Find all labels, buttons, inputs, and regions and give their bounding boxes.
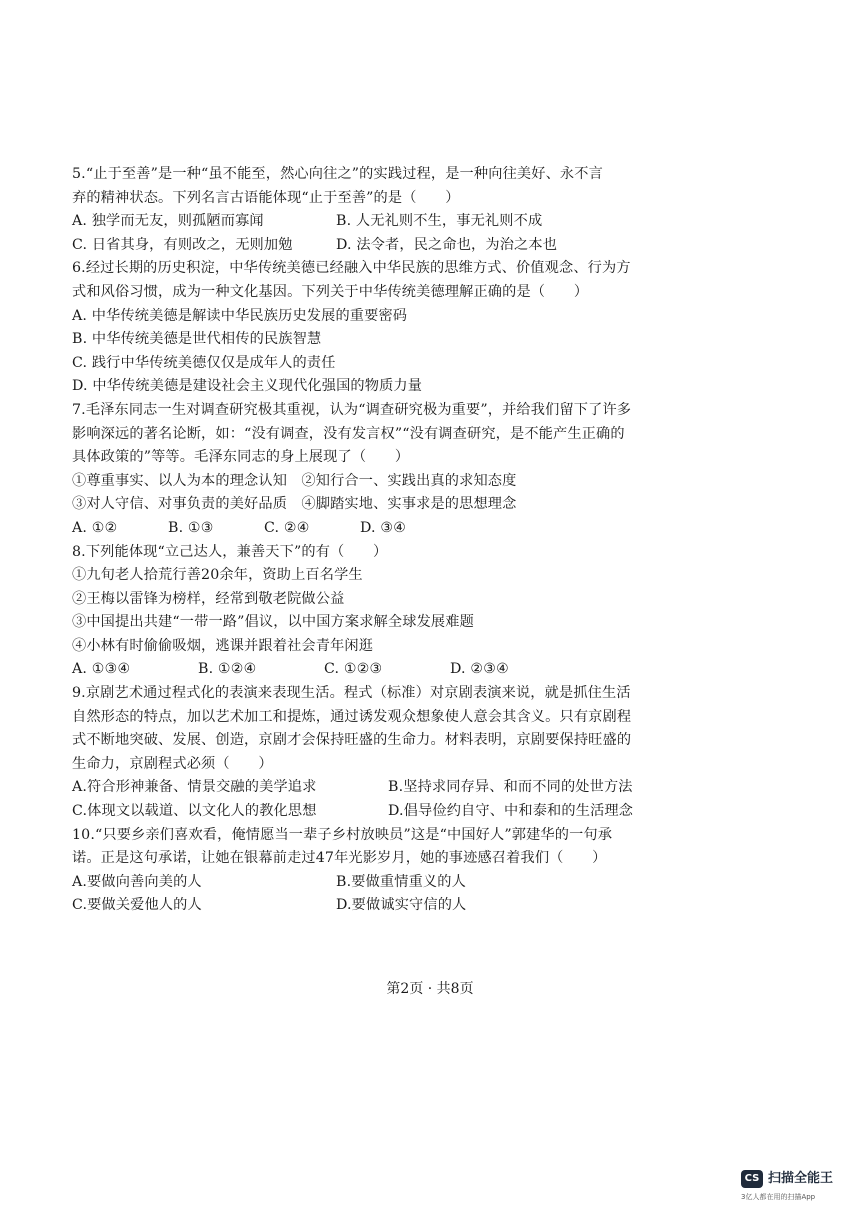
question-10: [72, 824, 812, 918]
option-a: A.要做向善向美的人: [72, 873, 202, 890]
option-c: C.要做关爱他人的人: [72, 897, 202, 914]
question-9-options: [72, 800, 812, 824]
question-10-text: 诺。正是这句承诺，让她在银幕前走过47年光影岁月，她的事迹感召着我们（ ）: [72, 850, 607, 867]
option-a: A. 中华传统美德是解读中华民族历史发展的重要密码: [72, 307, 408, 324]
camscanner-logo-icon: CS: [741, 1170, 763, 1188]
option-d: D. 中华传统美德是建设社会主义现代化强国的物质力量: [72, 378, 423, 395]
option-b: B.要做重情重义的人: [336, 873, 466, 890]
watermark-tagline: 3亿人都在用的扫描App: [741, 1193, 816, 1201]
option-c: C. 日省其身，有则改之，无则加勉: [72, 236, 293, 253]
question-8: [72, 541, 812, 683]
question-6-text: 6.经过长期的历史积淀，中华传统美德已经融入中华民族的思维方式、价值观念、行为方: [72, 260, 631, 277]
statement-1: ①九旬老人拾荒行善20余年，资助上百名学生: [72, 567, 363, 584]
question-9-text: 式不断地突破、发展、创造，京剧才会保持旺盛的生命力。材料表明，京剧要保持旺盛的: [72, 732, 632, 749]
question-7-text: 具体政策的”等等。毛泽东同志的身上展现了（ ）: [72, 449, 410, 466]
exam-content: [72, 163, 812, 918]
statement-4: ④小林有时偷偷吸烟，逃课并跟着社会青年闲逛: [72, 637, 374, 654]
question-7-text: 7.毛泽东同志一生对调查研究极其重视，认为“调查研究极为重要”，并给我们留下了许多: [72, 401, 632, 418]
question-6-text: 式和风俗习惯，成为一种文化基因。下列关于中华传统美德理解正确的是（ ）: [72, 283, 589, 300]
question-9-text: 生命力，京剧程式必须（ ）: [72, 755, 273, 772]
statement-3-4: ③对人守信、对事负责的美好品质 ④脚踏实地、实事求是的思想理念: [72, 496, 517, 513]
question-5-text: 弃的精神状态。下列名言古语能体现“止于至善”的是（ ）: [72, 189, 460, 206]
scanner-watermark: [741, 1170, 851, 1210]
option-a: A. 独学而无友，则孤陋而寡闻: [72, 213, 264, 230]
statement-2: ②王梅以雷锋为榜样，经常到敬老院做公益: [72, 590, 345, 607]
question-5-options: [72, 234, 812, 258]
option-a: A. ①③④: [72, 661, 131, 678]
option-d: D.要做诚实守信的人: [336, 897, 467, 914]
question-9-text: 9.京剧艺术通过程式化的表演来表现生活。程式（标准）对京剧表演来说，就是抓住生活: [72, 685, 631, 702]
question-10-text: 10.“只要乡亲们喜欢看，俺情愿当一辈子乡村放映员”这是“中国好人”郭建华的一句承: [72, 826, 613, 843]
option-d: D. 法令者，民之命也，为治之本也: [336, 236, 558, 253]
question-10-options: [72, 871, 812, 895]
option-d: D. ③④: [360, 519, 407, 536]
option-c: C. ②④: [264, 519, 310, 536]
option-b: B. 人无礼则不生，事无礼则不成: [336, 213, 543, 230]
option-c: C. ①②③: [324, 661, 383, 678]
statement-3: ③中国提出共建“一带一路”倡议，以中国方案求解全球发展难题: [72, 614, 474, 631]
option-b: B. ①②④: [198, 661, 257, 678]
question-7-text: 影响深远的著名论断，如：“没有调查，没有发言权”“没有调查研究，是不能产生正确的: [72, 425, 625, 442]
option-c: C. 践行中华传统美德仅仅是成年人的责任: [72, 354, 336, 371]
question-9-text: 自然形态的特点，加以艺术加工和提炼，通过诱发观众想象使人意会其含义。只有京剧程: [72, 708, 632, 725]
option-a: A. ①②: [72, 519, 118, 536]
option-d: D.倡导俭约自守、中和泰和的生活理念: [388, 803, 634, 820]
question-7: [72, 399, 812, 541]
watermark-app-name: 扫描全能王: [768, 1171, 834, 1186]
page-number: 第2页 · 共8页: [386, 981, 474, 997]
question-6: [72, 257, 812, 399]
question-10-options: [72, 894, 812, 918]
question-8-text: 8.下列能体现“立己达人，兼善天下”的有（ ）: [72, 543, 388, 560]
option-b: B.坚持求同存异、和而不同的处世方法: [388, 779, 633, 796]
question-5: [72, 163, 812, 257]
statement-1-2: ①尊重事实、以人为本的理念认知 ②知行合一、实践出真的求知态度: [72, 472, 517, 489]
question-9-options: [72, 776, 812, 800]
question-9: [72, 682, 812, 824]
question-5-options: [72, 210, 812, 234]
option-c: C.体现文以载道、以文化人的教化思想: [72, 803, 317, 820]
question-8-options: [72, 658, 812, 682]
option-d: D. ②③④: [450, 661, 509, 678]
option-b: B. 中华传统美德是世代相传的民族智慧: [72, 331, 322, 348]
question-7-options: [72, 517, 812, 541]
option-b: B. ①③: [168, 519, 214, 536]
question-5-text: 5.“止于至善”是一种“虽不能至，然心向往之”的实践过程，是一种向往美好、永不言: [72, 166, 603, 182]
option-a: A.符合形神兼备、情景交融的美学追求: [72, 779, 317, 796]
